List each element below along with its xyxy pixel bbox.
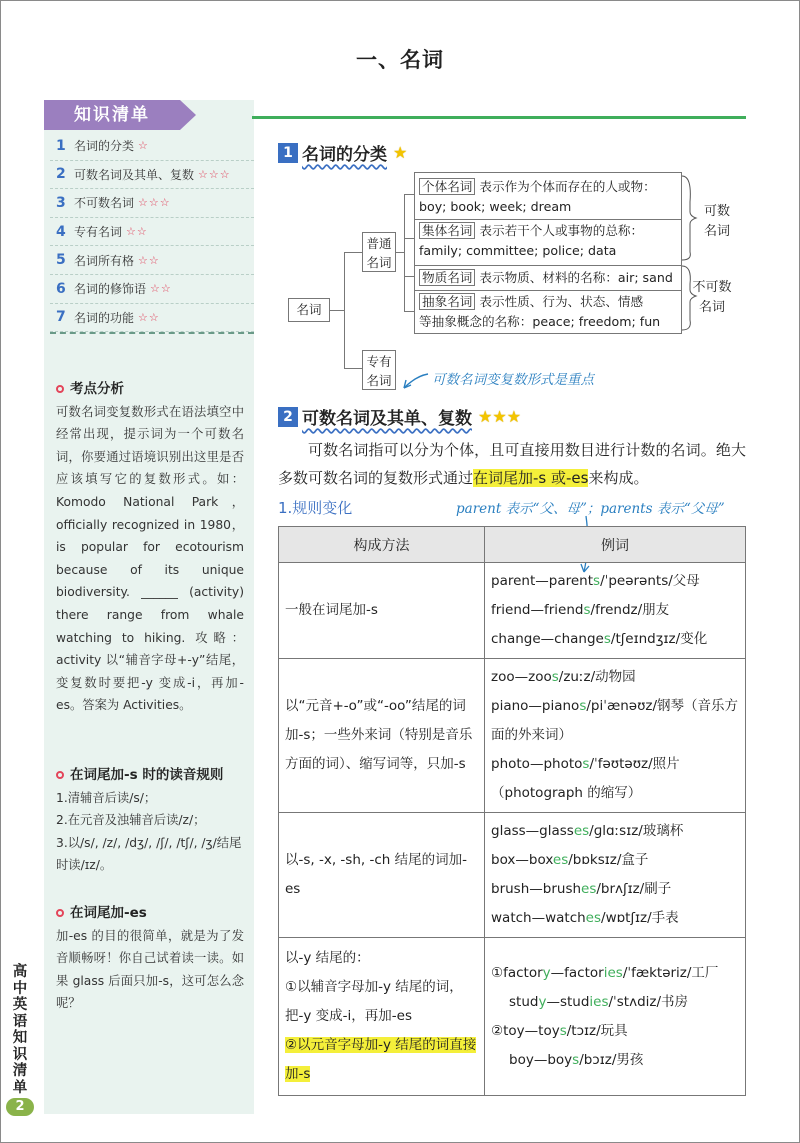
category-tag: 物质名词 [419,269,475,286]
para-text: 来构成。 [588,469,649,487]
gloss: /bɒksɪz/盒子 [568,852,649,868]
example-line [491,567,739,596]
toc-stars: ☆☆ [138,310,160,324]
row-divider [415,219,681,220]
category-row [415,221,681,261]
suffix: es [581,881,597,897]
suffix: ies [589,993,609,1010]
table-row [279,813,746,938]
table-header: 例词 [485,527,746,563]
gloss: /ˈstʌdiz/书房 [608,993,689,1010]
example-line [491,988,739,1017]
example-line [491,817,739,846]
note-heading [56,764,244,787]
word: glass—glass [491,823,574,839]
toc-stars: ☆☆ [150,282,172,296]
connector [404,276,414,277]
suffix: s [582,756,590,772]
suffix: es [585,910,602,926]
word: —stud [546,993,590,1010]
toc-label: 名词的分类 [74,139,135,154]
highlighted-text: ②以元音字母加-y 结尾的词直接加-s [285,1037,477,1082]
word: friend—friend [491,602,584,618]
arrow-icon [398,368,432,392]
toc-item[interactable] [50,304,254,333]
note-heading [56,902,244,925]
toc-stars: ☆☆☆ [138,196,171,210]
example-cell [485,659,746,813]
word: change—change [491,631,604,647]
section-number: 1 [278,143,298,163]
suffix: s [559,1022,567,1039]
section-title: 可数名词及其单、复数 [302,409,472,429]
suffix: s [593,573,601,589]
example-line [491,692,739,750]
note-heading-text: 在词尾加-s 时的读音规则 [70,767,224,783]
suffix: y [538,993,547,1010]
category-tag: 集体名词 [419,222,475,239]
toc-divider [50,332,254,334]
toc-item[interactable] [50,218,254,247]
noun-category-box [414,172,682,334]
connector [344,252,345,368]
word: photo—photo [491,756,583,772]
toc-label: 可数名词及其单、复数 [74,167,195,182]
note-heading-text: 考点分析 [70,381,124,397]
gloss: /frendz/朋友 [590,602,670,618]
rule-cell: 以“元音+-o”或“-oo”结尾的词加-s；一些外来词（特别是音乐方面的词）、缩写词等，只加-s [279,659,485,813]
rule-line [285,1031,478,1089]
toc-stars: ☆☆☆ [198,167,231,181]
note-heading-text: 在词尾加-es [70,905,147,921]
suffix: es [573,823,590,839]
gloss: /zuːz/动物园 [558,669,636,685]
example-cell [485,938,746,1096]
toc-item[interactable] [50,161,254,190]
example-line [491,1046,739,1075]
example-line [491,1017,739,1046]
table-row [279,563,746,659]
gloss: /ˈfæktəriz/工厂 [622,964,719,981]
category-row [415,177,681,217]
suffix: s [572,1051,580,1068]
word: —factor [550,964,604,981]
note-body: 可数名词变复数形式在语法填空中经常出现，提示词为一个可数名词，你要通过语境识别出这里是否应该填写它的复数形式。如：Komodo National Park，officially recognized in 1980，is popular for ecotourism because of its unique biodiversity. ______ (activity) there range from whale watching to hiking. 攻略：activity 以“辅音字母+-y”结尾，变复数时要把-y 变成-i，再加-es。答案为 Activities。 [56,404,244,713]
note-line: 1.清辅音后读/s/； [56,790,157,805]
gloss: /ˈpeərənts/父母 [600,573,700,589]
example-cell [485,563,746,659]
connector [404,238,414,239]
bullet-icon [56,771,64,779]
connector [404,194,405,312]
category-tag: 个体名词 [419,178,475,195]
word: piano—piano [491,698,580,714]
proper-noun-box: 专有名词 [362,350,396,390]
side-book-title: 高中英语知识清单 [12,964,28,1096]
suffix: ies [603,964,623,981]
suffix: s [603,631,611,647]
category-desc: 表示若干个人或事物的总称： [479,223,644,238]
section-number: 2 [278,407,298,427]
word: stud [509,993,539,1010]
rule-cell: 一般在词尾加-s [279,563,485,659]
toc-label: 名词所有格 [74,253,135,268]
category-desc: 表示物质、材料的名称：air; sand [479,270,673,285]
section1-heading [278,140,407,165]
toc-label: 专有名词 [74,225,123,240]
top-rule [252,116,746,119]
toc-num: 2 [56,166,66,183]
gloss: /tɔɪz/玩具 [566,1022,628,1039]
bullet-icon [56,385,64,393]
category-example: 等抽象概念的名称：peace; freedom; fun [419,314,661,329]
subheading-regular: 1.规则变化 [278,499,353,517]
table-header: 构成方法 [279,527,485,563]
note-line: 3.以/s/, /z/, /dʒ/, /ʃ/, /tʃ/, /ʒ/结尾时读/ɪz/。 [56,835,242,873]
toc-num: 7 [56,309,66,326]
note-add-es [56,902,244,1015]
handwritten-note-plural: 可数名词变复数形式是重点 [432,372,594,388]
uncountable-label: 不可数名词 [692,280,732,315]
gloss: /piˈænəʊz/钢琴（音乐方面的外来词） [491,698,739,743]
table-row [279,938,746,1096]
example-cell [485,813,746,938]
gloss: /tʃeɪndʒɪz/变化 [610,631,708,647]
word: parent—parent [491,573,594,589]
note-body: 加-es 的目的很简单，就是为了发音顺畅呀！你自己试着读一读。如果 glass 后面只加-s，这可怎么念呢？ [56,928,244,1011]
word: brush—brush [491,881,582,897]
category-row [415,292,681,332]
toc-num: 5 [56,252,66,269]
example-line [491,959,739,988]
word: zoo—zoo [491,669,552,685]
connector [344,252,362,253]
connector [404,311,414,312]
toc-item[interactable] [50,189,254,218]
category-desc: 表示作为个体而存在的人或物： [479,179,656,194]
suffix: s [579,698,587,714]
gloss: /bɔɪz/男孩 [579,1051,644,1068]
note-heading [56,378,244,401]
row-divider [415,265,681,266]
toc-stars: ☆☆ [126,225,148,239]
word: ②toy—toy [491,1022,560,1039]
category-example: boy; book; week; dream [419,199,572,214]
word: boy—boy [509,1051,573,1068]
handwritten-note-parents: parent 表示“父、母”；parents 表示“父母” [456,501,725,517]
section-title: 名词的分类 [302,145,387,165]
note-line: 2.在元音及浊辅音后读/z/； [56,813,206,828]
section2-heading [278,404,521,429]
rule-line: ①以辅音字母加-y 结尾的词，把-y 变成-i，再加-es [285,979,463,1024]
rule-cell: 以-s, -x, -sh, -ch 结尾的词加-es [279,813,485,938]
gloss: /brʌʃɪz/刷子 [596,881,672,897]
page-title: 一、名词 [356,48,444,72]
common-noun-box: 普通名词 [362,232,396,272]
toc-item[interactable] [50,246,254,275]
example-line [491,904,739,933]
category-desc: 表示性质、行为、状态、情感 [479,294,644,309]
row-divider [415,290,681,291]
toc-label: 名词的功能 [74,310,135,325]
suffix: es [552,852,569,868]
gloss: /ɡlɑːsɪz/玻璃杯 [589,823,684,839]
note-pronunciation [56,764,244,877]
star-icon: ★★★ [478,407,522,426]
toc-item[interactable] [50,132,254,161]
word: ①factor [491,964,543,981]
category-tag: 抽象名词 [419,293,475,310]
note-exam-analysis [56,378,244,717]
countable-brace [682,176,696,260]
highlighted-text: 在词尾加-s 或-es [473,469,589,487]
connector [330,310,344,311]
toc-stars: ☆☆ [138,253,160,267]
star-icon: ★ [393,143,408,162]
plural-rules-table [278,526,746,1096]
connector [404,194,414,195]
example-line [491,750,739,808]
rule-line: 以-y 结尾的： [285,950,370,966]
example-line [491,663,739,692]
toc-label: 名词的修饰语 [74,282,147,297]
connector [396,252,404,253]
suffix: s [583,602,591,618]
gloss: /ˈfəʊtəʊz/照片（photograph 的缩写） [491,756,680,801]
toc-label: 不可数名词 [74,196,135,211]
toc-num: 1 [56,137,66,154]
suffix: s [551,669,559,685]
bullet-icon [56,909,64,917]
category-example: family; committee; police; data [419,243,617,258]
word: watch—watch [491,910,586,926]
example-line [491,625,739,654]
sidebar-header: 知识清单 [44,100,180,130]
section2-paragraph [278,436,746,492]
table-row [279,659,746,813]
para-text: 可数名词指可以分为个体，且可直接用数目进行计数的名词。绝大多数可数名词的复数形式通过 [278,441,746,487]
connector [344,368,362,369]
toc-num: 3 [56,194,66,211]
page-number: 2 [6,1098,34,1116]
category-row [415,268,681,288]
example-line [491,596,739,625]
toc-list [50,132,254,332]
example-line [491,875,739,904]
example-line [491,846,739,875]
toc-stars: ☆ [138,139,149,153]
toc-num: 4 [56,223,66,240]
toc-num: 6 [56,280,66,297]
word: box—box [491,852,553,868]
noun-root-box: 名词 [288,298,330,322]
countable-label: 可数名词 [703,204,730,239]
toc-item[interactable] [50,275,254,304]
table-header-row [279,527,746,563]
suffix: y [542,964,551,981]
rule-cell [279,938,485,1096]
gloss: /wɒtʃɪz/手表 [601,910,679,926]
